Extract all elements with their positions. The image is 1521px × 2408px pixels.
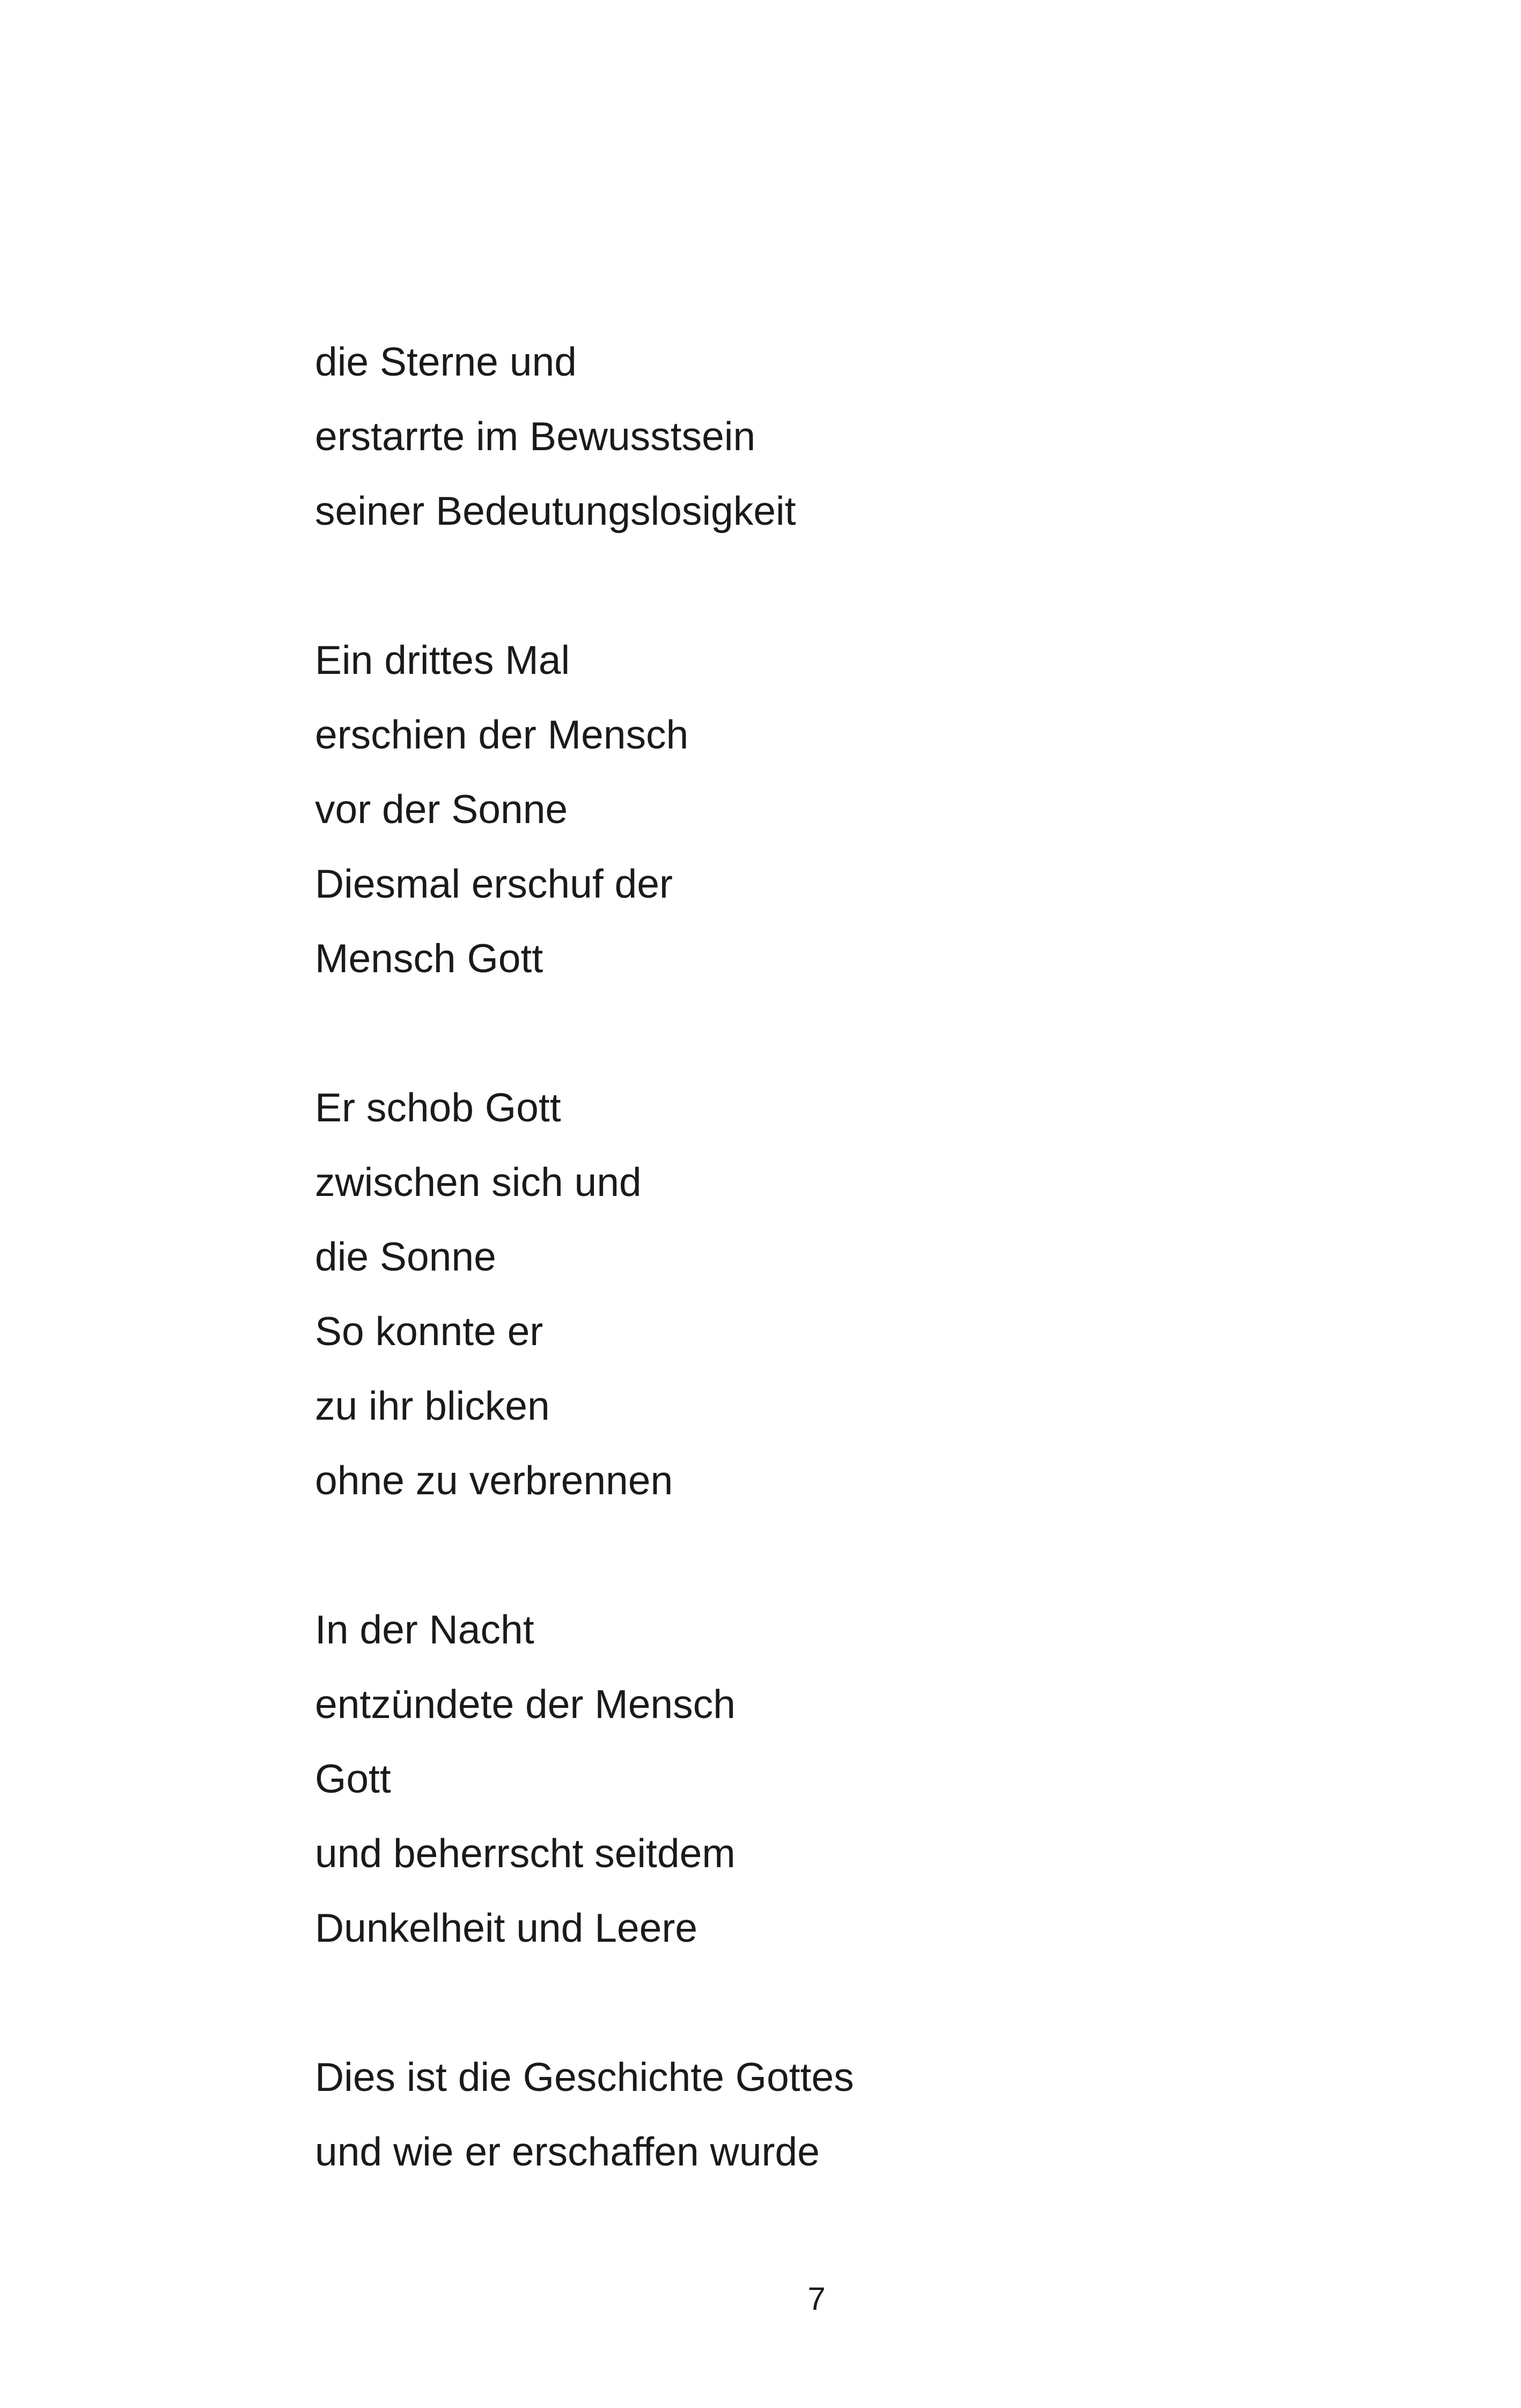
poem-line: zwischen sich und [315, 1159, 642, 1205]
poem-line: die Sterne und [315, 339, 577, 384]
poem-line: Dunkelheit und Leere [315, 1905, 698, 1950]
poem-line: vor der Sonne [315, 787, 568, 832]
poem-line: Gott [315, 1756, 391, 1801]
poem-line: entzündete der Mensch [315, 1682, 736, 1727]
poem-line: So konnte er [315, 1309, 543, 1354]
poem-text [315, 325, 1281, 2189]
poem-line: Er schob Gott [315, 1085, 561, 1130]
poem-line: In der Nacht [315, 1607, 534, 1652]
poem-line: und wie er erschaffen wurde [315, 2129, 820, 2174]
poem-line: Diesmal erschuf der [315, 861, 673, 906]
poem-line: Dies ist die Geschichte Gottes [315, 2054, 854, 2099]
poem-line: Mensch Gott [315, 936, 543, 981]
poem-line: Ein drittes Mal [315, 637, 570, 682]
stanza-5 [315, 2040, 1281, 2189]
poem-line: die Sonne [315, 1234, 496, 1279]
page-number: 7 [807, 2281, 826, 2317]
stanza-3 [315, 1070, 1281, 1518]
poem-line: zu ihr blicken [315, 1383, 550, 1428]
poem-line: seiner Bedeutungslosigkeit [315, 488, 796, 533]
stanza-2 [315, 623, 1281, 996]
stanza-1 [315, 325, 1281, 548]
stanza-4 [315, 1592, 1281, 1965]
poem-line: erstarrte im Bewusstsein [315, 414, 756, 459]
poem-line: ohne zu verbrennen [315, 1458, 673, 1503]
poem-line: erschien der Mensch [315, 712, 689, 757]
poem-line: und beherrscht seitdem [315, 1831, 736, 1876]
